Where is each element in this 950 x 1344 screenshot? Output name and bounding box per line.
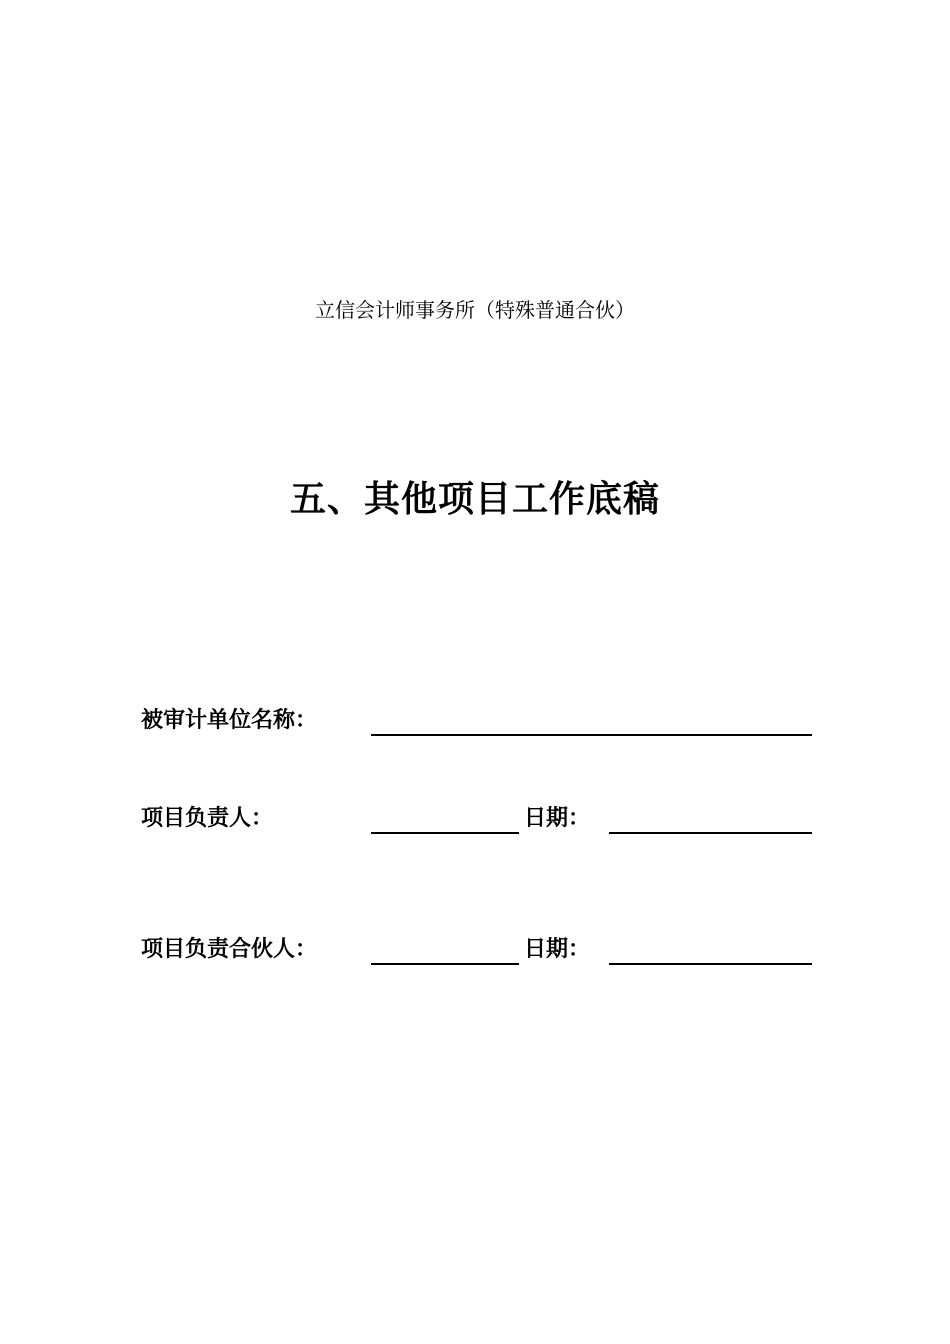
date-field-1[interactable] (609, 832, 812, 834)
audited-entity-label: 被审计单位名称： (141, 708, 318, 733)
partner-field[interactable] (371, 963, 519, 965)
project-leader-field[interactable] (371, 832, 519, 834)
date-label-2: 日期： (524, 937, 591, 962)
project-leader-label: 项目负责人： (141, 806, 274, 831)
date-label-1: 日期： (524, 806, 591, 831)
partner-label: 项目负责合伙人： (141, 937, 318, 962)
document-title: 五、其他项目工作底稿 (289, 479, 660, 520)
date-field-2[interactable] (609, 963, 812, 965)
firm-name: 立信会计师事务所（特殊普通合伙） (315, 298, 635, 322)
audited-entity-field[interactable] (371, 734, 812, 736)
